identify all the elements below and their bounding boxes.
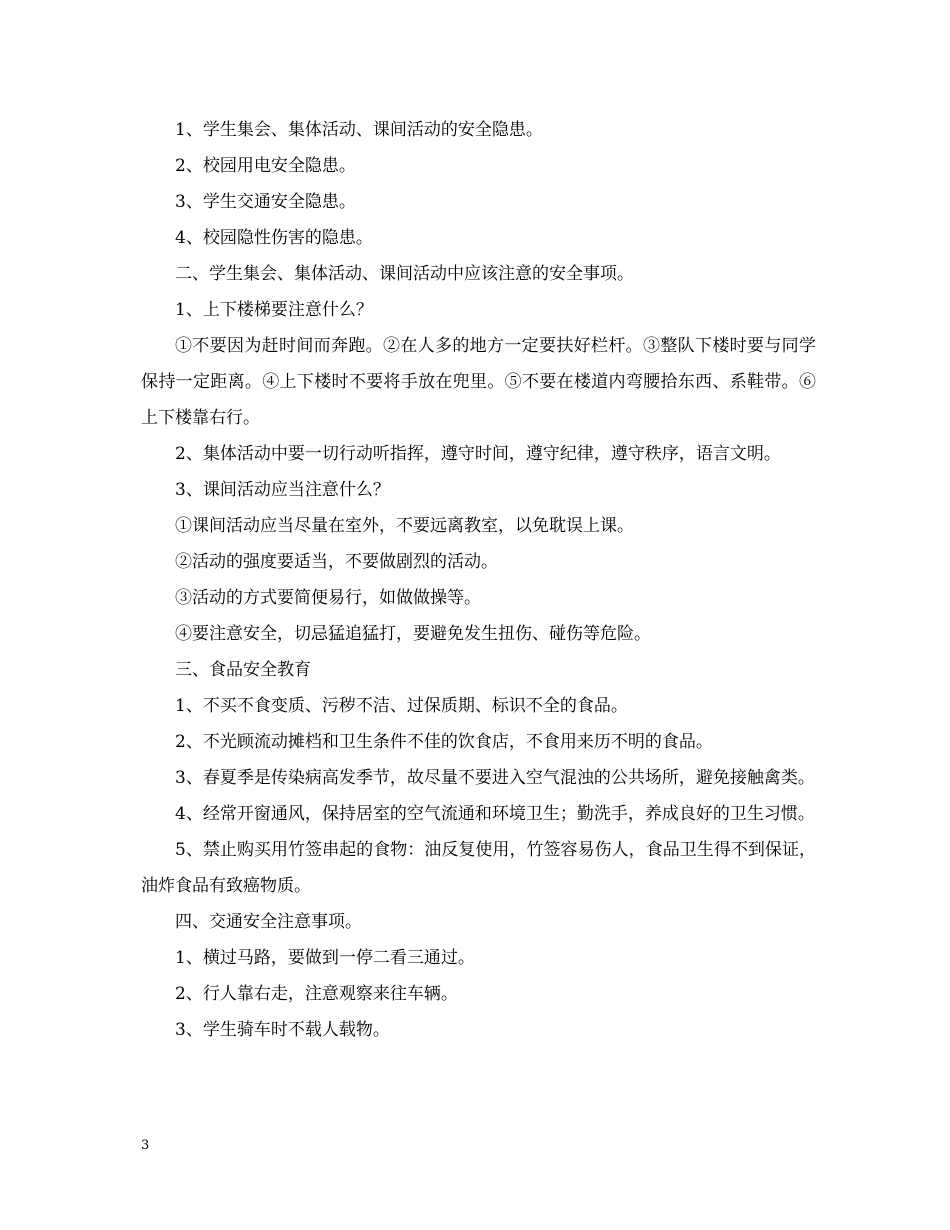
paragraph: ④要注意安全，切忌猛追猛打，要避免发生扭伤、碰伤等危险。 [175,624,651,644]
paragraph: 3、学生骑车时不载人载物。 [175,1020,390,1040]
paragraph: 1、横过马路，要做到一停二看三通过。 [175,948,475,968]
paragraph: 1、上下楼梯要注意什么？ [175,300,373,320]
section-heading: 四、交通安全注意事项。 [175,912,362,932]
paragraph: 2、集体活动中要一切行动听指挥，遵守时间，遵守纪律，遵守秩序，语言文明。 [175,444,781,464]
paragraph: 2、行人靠右走，注意观察来往车辆。 [175,984,458,1004]
paragraph: ①课间活动应当尽量在室外，不要远离教室，以免耽误上课。 [175,516,634,536]
paragraph: 2、不光顾流动摊档和卫生条件不佳的饮食店，不食用来历不明的食品。 [175,732,713,752]
paragraph: 3、春夏季是传染病高发季节，故尽量不要进入空气混浊的公共场所，避免接触禽类。 [175,768,815,788]
paragraph: 1、不买不食变质、污秽不洁、过保质期、标识不全的食品。 [175,696,628,716]
paragraph: 4、校园隐性伤害的隐患。 [175,228,373,248]
paragraph: ①不要因为赶时间而奔跑。②在人多的地方一定要扶好栏杆。③整队下楼时要与同学保持一定距离。④上下楼时不要将手放在兜里。⑤不要在楼道内弯腰拾东西、系鞋带。⑥上下楼靠右行。 [141,336,816,428]
paragraph: ③活动的方式要简便易行，如做做操等。 [175,588,481,608]
section-heading: 三、食品安全教育 [175,660,311,680]
paragraph: ②活动的强度要适当，不要做剧烈的活动。 [175,552,498,572]
paragraph: 3、学生交通安全隐患。 [175,192,356,212]
paragraph: 1、学生集会、集体活动、课间活动的安全隐患。 [175,120,543,140]
section-heading: 二、学生集会、集体活动、课间活动中应该注意的安全事项。 [175,264,634,284]
paragraph: 5、禁止购买用竹签串起的食物：油反复使用，竹签容易伤人，食品卫生得不到保证，油炸食品有致癌物质。 [141,840,816,896]
page-number: 3 [141,1138,150,1153]
paragraph: 4、经常开窗通风，保持居室的空气流通和环境卫生；勤洗手，养成良好的卫生习惯。 [175,804,815,824]
paragraph: 3、课间活动应当注意什么？ [175,480,390,500]
body-text [141,112,816,1048]
paragraph: 2、校园用电安全隐患。 [175,156,356,176]
